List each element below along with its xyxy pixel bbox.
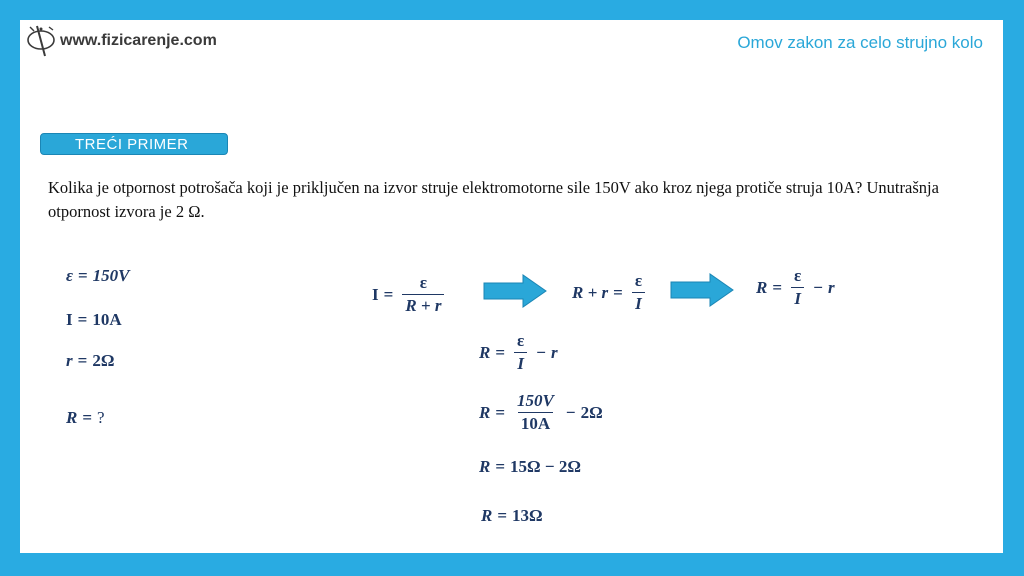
right-arrow-icon [670,273,734,307]
current-value: 10A [92,310,122,329]
right-arrow-icon [483,274,547,308]
eq2-fraction [632,272,645,313]
resistance-formula: R = $\frac{\varepsilon}{I}$ − r [756,266,835,308]
internal-value: 2Ω [92,351,115,370]
eq2-denominator: I [632,292,645,313]
final-answer: R = 13Ω [481,506,543,525]
s2-rest: 2Ω [580,402,603,422]
solution-step-1: R = $\frac{\varepsilon}{I}$ − r [479,331,558,373]
given-internal-resistance: r = 2Ω [66,351,115,370]
eq1-fraction [402,274,444,315]
emf-symbol: ε [66,266,73,285]
eq3-lhs: R [756,277,768,297]
fizicarenje-logo-icon [26,24,56,58]
eq3-fraction [791,267,804,308]
topic-title: Omov zakon za celo strujno kolo [737,33,983,52]
given-current: I = 10A [66,310,122,329]
s3-rhs: 15Ω − 2Ω [510,457,581,476]
eq3-rest: r [827,277,835,297]
unknown-symbol: R [66,408,78,427]
current-symbol: I [66,310,73,329]
s2-lhs: R [479,402,491,422]
s1-denominator: I [514,352,527,373]
rearranged-equation: R + r = $\frac{\varepsilon}{I}$ [572,272,649,313]
ohm-law-equation: I = $\frac{\varepsilon}{R + r}$ [372,274,448,315]
problem-text: Kolika je otpornost potrošača koji je priključen na izvor struje elektromotorne sile 150V ako kroz njega protiče struja 10A? Unutrašnja otpornost izvora je 2 Ω. [48,178,939,221]
s2-numerator: 150V [517,391,554,410]
eq3-numerator: ε [794,266,802,285]
emf-value: 150V [92,266,130,285]
solution-step-2: R = $\frac{150V}{10A}$ − 2Ω [479,391,603,433]
given-emf: ε = 150V [66,266,130,285]
s1-rest: r [550,342,558,362]
solution-step-3: R = 15Ω − 2Ω [479,457,581,476]
eq1-numerator: ε [419,273,428,292]
s3-lhs: R [479,457,491,476]
eq3-denominator: I [791,287,804,308]
s1-numerator: ε [517,331,525,350]
slide [20,20,1003,553]
s1-fraction [514,332,527,373]
s4-lhs: R [481,506,493,525]
example-badge: TREĆI PRIMER [40,133,228,155]
internal-symbol: r [66,351,73,370]
eq1-lhs: I [372,284,379,304]
given-unknown: R = ? [66,408,105,427]
s4-rhs: 13Ω [512,506,543,525]
s2-fraction [514,392,557,433]
eq2-lhs: R + r [572,282,609,302]
s2-denominator: 10A [518,412,553,433]
site-header [26,24,217,58]
s1-lhs: R [479,342,491,362]
site-url[interactable]: www.fizicarenje.com [60,32,217,49]
unknown-value: ? [97,408,105,427]
eq1-denominator: R + r [402,294,444,315]
eq2-numerator: ε [634,271,643,290]
